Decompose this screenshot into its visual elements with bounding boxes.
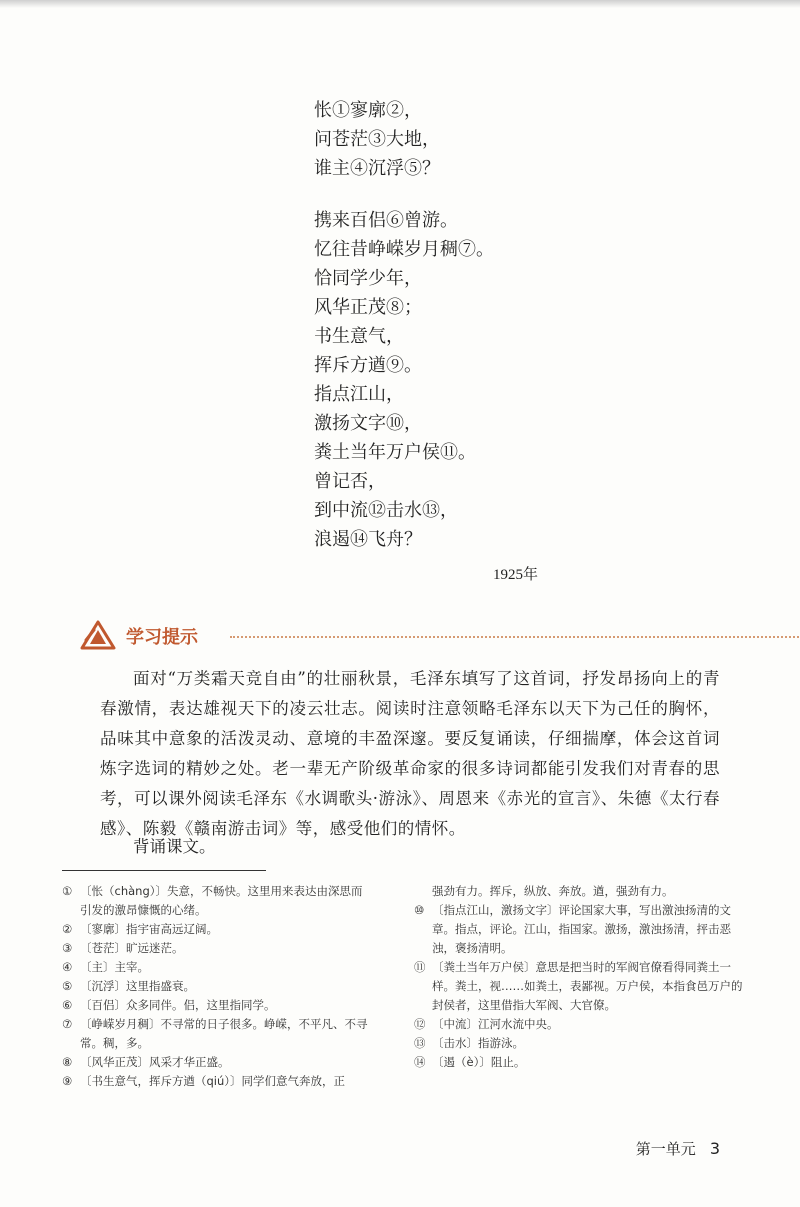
footnote-number: ⑫ [414, 1017, 426, 1031]
footnote [62, 920, 372, 939]
footnote-number: ⑧ [62, 1055, 73, 1069]
footnote-text: 〔百侣〕众多同伴。侣，这里指同学。 [80, 998, 276, 1012]
poem-line: 浪遏⑭飞舟？ [314, 529, 422, 550]
poem-line: 挥斥方遒⑨。 [314, 355, 422, 376]
footnote-number: ③ [62, 941, 73, 955]
footnote [62, 958, 372, 977]
footnote [62, 939, 372, 958]
poem-line: 到中流⑫击水⑬， [314, 500, 458, 521]
study-tips-body: 面对“万类霜天竞自由”的壮丽秋景，毛泽东填写了这首词，抒发昂扬向上的青春激情，表达雄视天下的凌云壮志。阅读时注意领略毛泽东以天下为己任的胸怀，品味其中意象的活泼灵动、意境的丰盈深邃。要反复诵读，仔细揣摩，体会这首词炼字选词的精妙之处。老一辈无产阶级革命家的很多诗词都能引发我们对青春的思考，可以课外阅读毛泽东《水调歌头·游泳》、周恩来《赤光的宣言》、朱德《太行春感》、陈毅《赣南游击词》等，感受他们的情怀。 [100, 669, 720, 838]
footnote [414, 1053, 744, 1072]
footnote-number: ⑭ [414, 1055, 426, 1069]
poem-line: 问苍茫③大地， [314, 129, 440, 150]
footnote-text: 〔寥廓〕指宇宙高远辽阔。 [80, 922, 218, 936]
footnote [62, 1072, 372, 1091]
poem-line: 粪土当年万户侯⑪。 [314, 442, 476, 463]
footnote-number: ④ [62, 960, 73, 974]
footnote [62, 1053, 372, 1072]
footnote [62, 882, 372, 920]
study-tips-recite: 背诵课文。 [133, 837, 216, 856]
poem [314, 96, 494, 554]
study-tips-title: 学习提示 [126, 627, 198, 648]
footnote-number: ⑩ [414, 903, 425, 917]
footnote-rule [62, 870, 266, 871]
footnote-text: 〔粪土当年万户侯〕意思是把当时的军阀官僚看得同粪土一样。粪土，视……如粪土，表鄙视。万户侯，本指食邑万户的封侯者，这里借指大军阀、大官僚。 [432, 960, 743, 1012]
dotted-divider [230, 636, 800, 638]
footnote-number: ⑦ [62, 1017, 73, 1031]
footnote [414, 958, 744, 1015]
footnote [414, 1015, 744, 1034]
poem-date: 1925年 [493, 567, 539, 583]
poem-line: 忆往昔峥嵘岁月稠⑦。 [314, 239, 494, 260]
unit-label: 第一单元 [635, 1140, 696, 1158]
poem-line: 激扬文字⑩， [314, 413, 422, 434]
poem-line: 怅①寥廓②， [314, 100, 422, 121]
footnote-number: ⑨ [62, 1074, 73, 1088]
triangle-people-icon [80, 620, 116, 650]
footnote [62, 996, 372, 1015]
footnote-text: 〔击水〕指游泳。 [432, 1036, 524, 1050]
footnote-number: ⑤ [62, 979, 73, 993]
footnote-text: 〔遏（è）〕阻止。 [432, 1055, 526, 1069]
footnote-text: 〔中流〕江河水流中央。 [432, 1017, 559, 1031]
footnote-text: 〔指点江山，激扬文字〕评论国家大事，写出激浊扬清的文章。指点，评论。江山，指国家。激扬，激浊扬清，抨击恶浊，褒扬清明。 [432, 903, 731, 955]
page-number: 3 [709, 1139, 720, 1158]
page-footer [636, 1138, 720, 1159]
poem-line: 谁主④沉浮⑤？ [314, 158, 440, 179]
study-tips-header [80, 620, 720, 652]
footnote-text: 〔主〕主宰。 [80, 960, 149, 974]
poem-line: 恰同学少年， [314, 268, 422, 289]
footnote-text: 〔苍茫〕旷远迷茫。 [80, 941, 184, 955]
footnote-text: 〔峥嵘岁月稠〕不寻常的日子很多。峥嵘，不平凡、不寻常。稠，多。 [80, 1017, 368, 1050]
footnote [414, 901, 744, 958]
footnote-text: 〔怅（chàng）〕失意，不畅快。这里用来表达由深思而引发的激昂慷慨的心绪。 [80, 884, 363, 917]
footnote [62, 977, 372, 996]
footnote-number: ① [62, 884, 73, 898]
footnote-number: ⑥ [62, 998, 73, 1012]
poem-line: 指点江山， [314, 384, 404, 405]
footnote-text: 〔书生意气，挥斥方遒（qiú）〕同学们意气奔放，正 [80, 1074, 346, 1088]
scan-shadow [0, 0, 800, 8]
footnote [414, 1034, 744, 1053]
poem-line: 曾记否， [314, 471, 386, 492]
footnotes-right-column [414, 882, 744, 1072]
footnote-text: 强劲有力。挥斥，纵放、奔放。遒，强劲有力。 [432, 884, 674, 898]
poem-line: 风华正茂⑧； [314, 297, 422, 318]
poem-line: 携来百侣⑥曾游。 [314, 210, 458, 231]
footnote-number: ⑬ [414, 1036, 426, 1050]
footnote-text: 〔风华正茂〕风采才华正盛。 [80, 1055, 230, 1069]
footnote [62, 1015, 372, 1053]
footnote-continued [414, 882, 744, 901]
poem-line: 书生意气， [314, 326, 404, 347]
footnote-number: ⑪ [414, 960, 426, 974]
footnote-number: ② [62, 922, 73, 936]
footnotes-left-column [62, 882, 372, 1091]
footnote-text: 〔沉浮〕这里指盛衰。 [80, 979, 195, 993]
